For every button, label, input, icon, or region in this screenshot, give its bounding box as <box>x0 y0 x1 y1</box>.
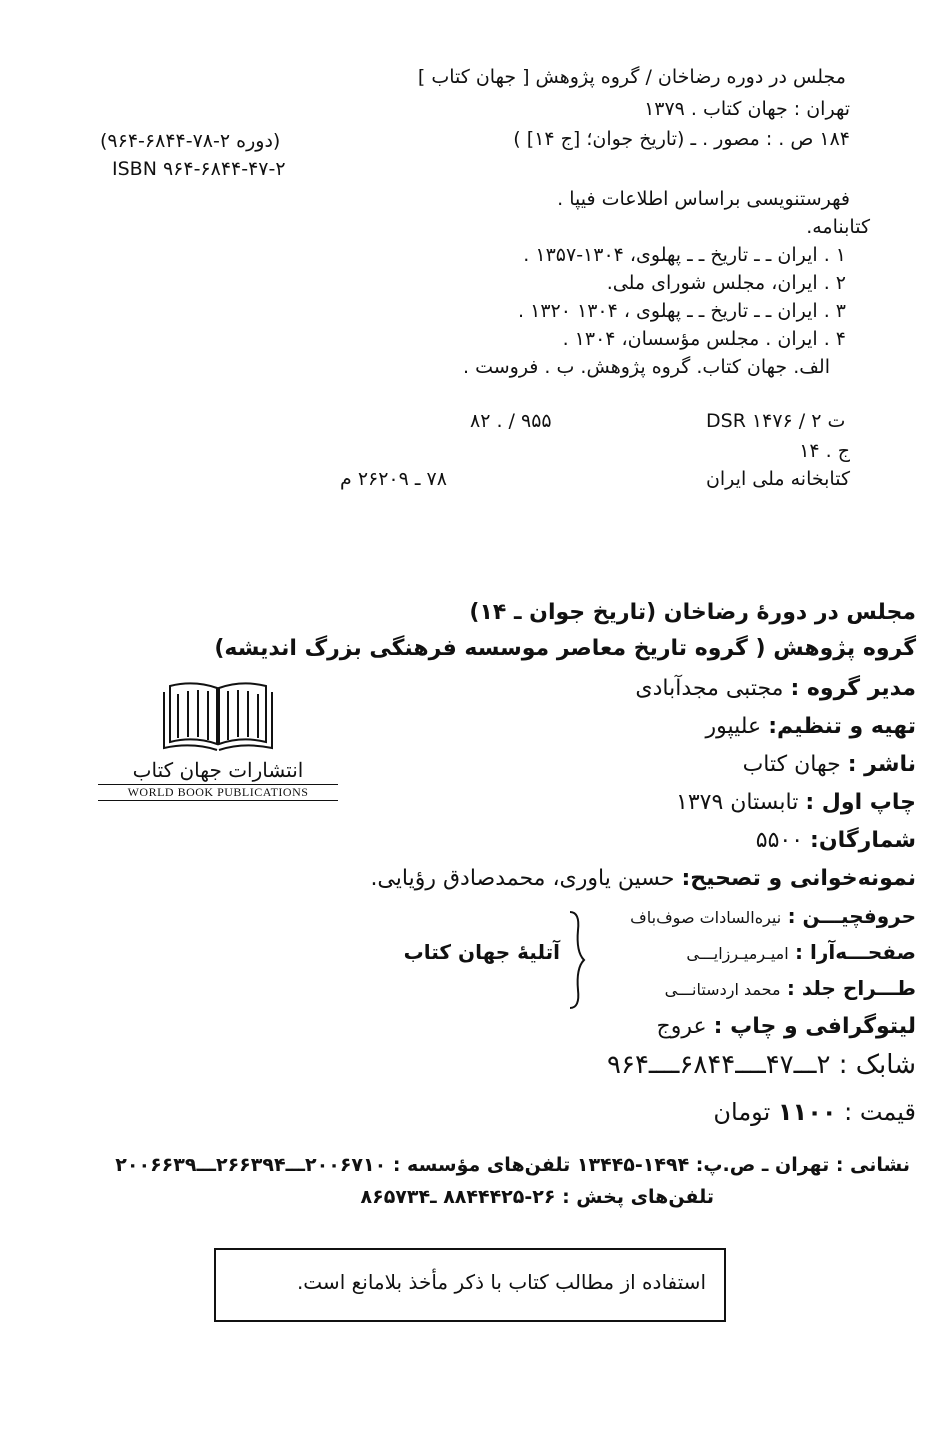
curly-brace <box>566 910 588 1010</box>
cip-title-line: مجلس در دوره رضاخان / گروه پژوهش [ جهان کتاب ] <box>417 66 846 88</box>
cip-subject-2: ۲ . ایران، مجلس شورای ملی. <box>606 272 846 294</box>
compiler-value: علیپور <box>705 714 762 739</box>
open-book-icon <box>98 678 338 758</box>
cip-subject-1: ۱ . ایران ـ ـ تاریخ ـ ـ پهلوی، ۱۳۰۴-۱۳۵۷ . <box>523 244 846 266</box>
cip-added-entries: الف. جهان کتاب. گروه پژوهش. ب . فروست . <box>462 356 830 378</box>
atelier-name: آتلیۀ جهان کتاب <box>403 940 560 964</box>
first-print-label: چاپ اول : <box>805 790 916 815</box>
layout-value: امیـرمیـرزایـــی <box>686 944 789 963</box>
cover-label: طـــراح جلد : <box>786 976 916 1000</box>
cip-subject-3: ۳ . ایران ـ ـ تاریخ ـ ـ پهلوی ، ۱۳۰۴ ۱۳۲۰ . <box>518 300 846 322</box>
publisher-logo <box>98 678 338 806</box>
logo-english-name: WORLD BOOK PUBLICATIONS <box>98 784 338 801</box>
cip-volume: ج . ۱۴ <box>799 440 850 462</box>
logo-persian-name: انتشارات جهان کتاب <box>132 758 304 782</box>
cip-subject-4: ۴ . ایران . مجلس مؤسسان، ۱۳۰۴ . <box>562 328 846 350</box>
copyright-notice: استفاده از مطالب کتاب با ذکر مأخذ بلامانع است. <box>296 1270 706 1294</box>
address-line: نشانی : تهران ـ ص.پ: ۱۴۹۴-۱۳۴۴۵ تلفن‌های مؤسسه : ۲۰۰۶۷۱۰ـــ۲۶۶۳۹۴ـــ۲۰۰۶۶۳۹ <box>115 1154 910 1176</box>
group-manager-value: مجتبی مجدآبادی <box>635 676 784 701</box>
group-manager-line <box>635 676 916 701</box>
copyright-notice-box <box>214 1248 726 1322</box>
cip-set-isbn: (دوره ۲-۷۸-۶۸۴۴-۹۶۴) <box>100 130 281 152</box>
circulation-line <box>756 828 916 853</box>
circulation-value: ۵۵۰۰ <box>755 828 804 853</box>
cip-fipa-note: فهرستنویسی براساس اطلاعات فیپا . <box>557 188 850 210</box>
price-unit: تومان <box>713 1098 771 1126</box>
first-print-value: تابستان ۱۳۷۹ <box>676 790 799 815</box>
proofreading-line <box>370 866 916 891</box>
compiler-label: تهیه و تنظیم: <box>768 714 916 739</box>
cip-dewey: ۹۵۵ / . ۸۲ <box>470 410 552 432</box>
cover-value: محمد اردستانـــی <box>664 980 781 999</box>
book-title: مجلس در دورۀ رضاخان (تاریخ جوان ـ ۱۴) <box>469 600 916 625</box>
group-manager-label: مدیر گروه : <box>790 676 916 701</box>
proofreading-label: نمونه‌خوانی و تصحیح: <box>681 866 916 891</box>
cip-library-number: ۷۸ ـ ۲۶۲۰۹ م <box>340 468 447 490</box>
cip-physical: ۱۸۴ ص . : مصور . ـ (تاریخ جوان؛ [ج ۱۴] ) <box>513 128 850 150</box>
price-value: ۱۱۰۰ <box>777 1098 837 1126</box>
circulation-label: شمارگان: <box>810 828 916 853</box>
compiler-line <box>706 714 917 739</box>
first-print-line <box>676 790 916 815</box>
litho-value: عروج <box>656 1014 707 1039</box>
isbn-label: شابک : <box>838 1050 916 1080</box>
isbn-value: ۲ـــ۴۷ــــ۶۸۴۴ــــ۹۶۴ <box>607 1050 831 1080</box>
typesetting-value: نیره‌السادات صوف‌باف <box>630 908 782 927</box>
cip-library: کتابخانه ملی ایران <box>705 468 850 490</box>
litho-line <box>657 1014 916 1039</box>
cover-design-line <box>665 976 916 1000</box>
cip-isbn: ISBN ۹۶۴-۶۸۴۴-۴۷-۲ <box>112 158 286 180</box>
cip-bibliography: کتابنامه. <box>806 216 870 238</box>
cip-imprint: تهران : جهان کتاب . ۱۳۷۹ <box>644 98 850 120</box>
typesetting-label: حروفچیـــن : <box>787 904 916 928</box>
price-line <box>713 1098 916 1126</box>
typesetting-line <box>630 904 916 928</box>
distribution-line: تلفن‌های پخش : ۲۶-۸۸۴۴۴۲۵ ـ۸۶۵۷۳۴ <box>360 1186 714 1208</box>
price-label: قیمت : <box>844 1098 916 1126</box>
publisher-value: جهان کتاب <box>742 752 841 777</box>
litho-label: لیتوگرافی و چاپ : <box>713 1014 916 1039</box>
cip-lc-class: DSR ۱۴۷۶ / ۲ ت <box>706 410 846 432</box>
layout-line <box>686 940 916 964</box>
layout-label: صفحـــه‌آرا : <box>795 940 916 964</box>
publisher-label: ناشر : <box>847 752 916 777</box>
publisher-line <box>743 752 916 777</box>
proofreading-value: حسین یاوری، محمدصادق رؤیایی. <box>370 866 675 891</box>
research-group: گروه پژوهش ( گروه تاریخ معاصر موسسه فرهنگی بزرگ اندیشه) <box>214 636 916 661</box>
isbn-line <box>607 1050 916 1080</box>
